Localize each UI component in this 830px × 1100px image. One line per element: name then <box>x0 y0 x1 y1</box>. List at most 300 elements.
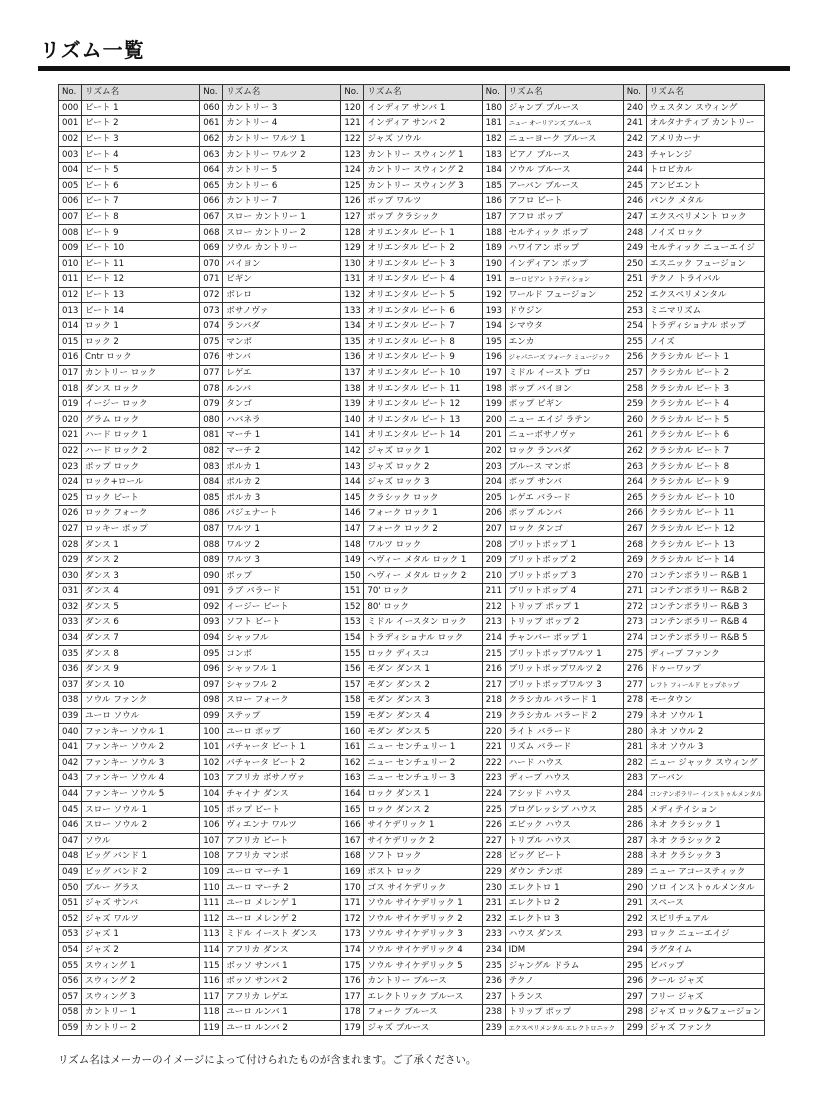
rhythm-number: 128 <box>341 225 364 241</box>
rhythm-name: ロッキー ポップ <box>82 521 200 537</box>
rhythm-number: 044 <box>59 786 82 802</box>
rhythm-number: 098 <box>200 693 223 709</box>
rhythm-name: ジャズ ロック 3 <box>364 474 482 490</box>
rhythm-name: ビート 10 <box>82 240 200 256</box>
rhythm-number: 063 <box>200 147 223 163</box>
rhythm-name: スロー ソウル 2 <box>82 817 200 833</box>
table-row <box>59 365 765 381</box>
rhythm-number: 055 <box>59 958 82 974</box>
rhythm-number: 188 <box>482 225 505 241</box>
rhythm-name: ロック ディスコ <box>364 646 482 662</box>
rhythm-name: ビート 4 <box>82 147 200 163</box>
rhythm-number: 052 <box>59 911 82 927</box>
rhythm-number: 092 <box>200 599 223 615</box>
rhythm-name: サイケデリック 1 <box>364 817 482 833</box>
rhythm-number: 226 <box>482 817 505 833</box>
rhythm-name: エスニック フュージョン <box>646 256 764 272</box>
rhythm-name: ニュー エイジ ラテン <box>505 412 623 428</box>
rhythm-name: アンビエント <box>646 178 764 194</box>
rhythm-number: 157 <box>341 677 364 693</box>
rhythm-name: ハード ロック 1 <box>82 428 200 444</box>
rhythm-name: ユーロ メレンゲ 1 <box>223 895 341 911</box>
rhythm-number: 050 <box>59 880 82 896</box>
rhythm-number: 268 <box>623 537 646 553</box>
rhythm-name: エレクトロ 1 <box>505 880 623 896</box>
rhythm-name: オリエンタル ビート 6 <box>364 303 482 319</box>
rhythm-name: ソウル カントリー <box>223 240 341 256</box>
rhythm-number: 101 <box>200 739 223 755</box>
table-row <box>59 100 765 116</box>
rhythm-name: ポスト ロック <box>364 864 482 880</box>
rhythm-number: 141 <box>341 428 364 444</box>
table-row <box>59 849 765 865</box>
rhythm-name: ブリットポップワルツ 3 <box>505 677 623 693</box>
rhythm-name: コンテンポラリー R&B 2 <box>646 584 764 600</box>
rhythm-number: 139 <box>341 396 364 412</box>
rhythm-number: 062 <box>200 131 223 147</box>
rhythm-number: 284 <box>623 786 646 802</box>
rhythm-name: ブリットポップ 3 <box>505 568 623 584</box>
rhythm-number: 265 <box>623 490 646 506</box>
rhythm-number: 002 <box>59 131 82 147</box>
table-row <box>59 240 765 256</box>
rhythm-name: インディア サンバ 2 <box>364 116 482 132</box>
rhythm-number: 178 <box>341 1005 364 1021</box>
rhythm-name: ポップ ビギン <box>505 396 623 412</box>
rhythm-name: ユーロ マーチ 1 <box>223 864 341 880</box>
rhythm-number: 065 <box>200 178 223 194</box>
rhythm-number: 222 <box>482 755 505 771</box>
rhythm-name: カントリー ワルツ 2 <box>223 147 341 163</box>
rhythm-name: タンゴ <box>223 396 341 412</box>
rhythm-name: スウィング 2 <box>82 973 200 989</box>
rhythm-name: ソウル サイケデリック 1 <box>364 895 482 911</box>
rhythm-number: 076 <box>200 350 223 366</box>
rhythm-number: 247 <box>623 209 646 225</box>
rhythm-name: ハード ハウス <box>505 755 623 771</box>
rhythm-name: オリエンタル ビート 11 <box>364 381 482 397</box>
rhythm-name: ファンキー ソウル 2 <box>82 739 200 755</box>
rhythm-name: イージー ビート <box>223 599 341 615</box>
rhythm-name: ブリットポップワルツ 2 <box>505 661 623 677</box>
rhythm-number: 144 <box>341 474 364 490</box>
rhythm-name: ノイズ ロック <box>646 225 764 241</box>
rhythm-number: 049 <box>59 864 82 880</box>
rhythm-number: 171 <box>341 895 364 911</box>
rhythm-number: 291 <box>623 895 646 911</box>
rhythm-number: 172 <box>341 911 364 927</box>
rhythm-number: 154 <box>341 630 364 646</box>
rhythm-number: 166 <box>341 817 364 833</box>
rhythm-number: 018 <box>59 381 82 397</box>
table-row <box>59 396 765 412</box>
rhythm-name: エクスペリメンタル <box>646 287 764 303</box>
rhythm-number: 117 <box>200 989 223 1005</box>
rhythm-number: 285 <box>623 802 646 818</box>
rhythm-number: 131 <box>341 272 364 288</box>
rhythm-name: カントリー スウィング 1 <box>364 147 482 163</box>
rhythm-number: 087 <box>200 521 223 537</box>
rhythm-number: 074 <box>200 318 223 334</box>
rhythm-name: カントリー 3 <box>223 100 341 116</box>
rhythm-number: 029 <box>59 552 82 568</box>
rhythm-number: 106 <box>200 817 223 833</box>
rhythm-name: モダン ダンス 4 <box>364 708 482 724</box>
rhythm-name: ラグタイム <box>646 942 764 958</box>
rhythm-number: 233 <box>482 927 505 943</box>
rhythm-number: 051 <box>59 895 82 911</box>
rhythm-number: 005 <box>59 178 82 194</box>
rhythm-name: ビート 6 <box>82 178 200 194</box>
rhythm-number: 257 <box>623 365 646 381</box>
rhythm-number: 084 <box>200 474 223 490</box>
rhythm-name: スロー ソウル 1 <box>82 802 200 818</box>
rhythm-name: トリップ ポップ 2 <box>505 615 623 631</box>
rhythm-name: ポップ サンバ <box>505 474 623 490</box>
rhythm-name: ソウル サイケデリック 3 <box>364 927 482 943</box>
rhythm-number: 057 <box>59 989 82 1005</box>
rhythm-name: クール ジャズ <box>646 973 764 989</box>
rhythm-number: 297 <box>623 989 646 1005</box>
rhythm-name: コンテンポラリー R&B 3 <box>646 599 764 615</box>
rhythm-name: ミドル イースト プロ <box>505 365 623 381</box>
rhythm-number: 248 <box>623 225 646 241</box>
rhythm-name: カントリー 2 <box>82 1020 200 1036</box>
rhythm-number: 080 <box>200 412 223 428</box>
rhythm-name: チャイナ ダンス <box>223 786 341 802</box>
rhythm-name: フリー ジャズ <box>646 989 764 1005</box>
rhythm-name: ロック ダンス 2 <box>364 802 482 818</box>
rhythm-name: フォーク ロック 2 <box>364 521 482 537</box>
rhythm-number: 133 <box>341 303 364 319</box>
rhythm-name: ミドル イースト ダンス <box>223 927 341 943</box>
rhythm-name: オリエンタル ビート 2 <box>364 240 482 256</box>
rhythm-number: 094 <box>200 630 223 646</box>
rhythm-number: 027 <box>59 521 82 537</box>
table-row <box>59 350 765 366</box>
rhythm-number: 286 <box>623 817 646 833</box>
rhythm-number: 109 <box>200 864 223 880</box>
rhythm-number: 184 <box>482 162 505 178</box>
table-row <box>59 116 765 132</box>
rhythm-name: ニューヨーク ブルース <box>505 131 623 147</box>
rhythm-name: コンテンポラリー R&B 1 <box>646 568 764 584</box>
header-rhythm-name: リズム名 <box>646 85 764 101</box>
table-row <box>59 599 765 615</box>
rhythm-number: 040 <box>59 724 82 740</box>
rhythm-number: 110 <box>200 880 223 896</box>
header-no: No. <box>341 85 364 101</box>
rhythm-name: コンテンポラリー インストゥルメンタル <box>646 786 764 802</box>
rhythm-name: バチャータ ビート 1 <box>223 739 341 755</box>
rhythm-name: ロック 2 <box>82 334 200 350</box>
rhythm-name: ネオ クラシック 2 <box>646 833 764 849</box>
rhythm-number: 064 <box>200 162 223 178</box>
rhythm-number: 043 <box>59 771 82 787</box>
rhythm-number: 105 <box>200 802 223 818</box>
rhythm-number: 143 <box>341 459 364 475</box>
rhythm-name: ビート 8 <box>82 209 200 225</box>
rhythm-name: 70' ロック <box>364 584 482 600</box>
rhythm-name: ニューボサノヴァ <box>505 428 623 444</box>
rhythm-name: イージー ロック <box>82 396 200 412</box>
rhythm-name: カントリー 7 <box>223 194 341 210</box>
rhythm-name: ニュー センチュリー 3 <box>364 771 482 787</box>
table-row <box>59 802 765 818</box>
rhythm-name: トリプル ハウス <box>505 833 623 849</box>
rhythm-number: 201 <box>482 428 505 444</box>
rhythm-number: 264 <box>623 474 646 490</box>
rhythm-name: ダンス 6 <box>82 615 200 631</box>
rhythm-name: ソウル ブルース <box>505 162 623 178</box>
rhythm-name: クラシカル ビート 10 <box>646 490 764 506</box>
rhythm-name: アフリカ レゲエ <box>223 989 341 1005</box>
table-row <box>59 895 765 911</box>
table-row <box>59 615 765 631</box>
rhythm-name: アーバン <box>646 771 764 787</box>
rhythm-name: アフリカ ダンス <box>223 942 341 958</box>
rhythm-number: 294 <box>623 942 646 958</box>
rhythm-number: 267 <box>623 521 646 537</box>
rhythm-number: 278 <box>623 693 646 709</box>
rhythm-number: 132 <box>341 287 364 303</box>
rhythm-name: スロー カントリー 1 <box>223 209 341 225</box>
rhythm-number: 149 <box>341 552 364 568</box>
rhythm-number: 202 <box>482 443 505 459</box>
rhythm-name: ダンス 3 <box>82 568 200 584</box>
rhythm-number: 135 <box>341 334 364 350</box>
rhythm-number: 203 <box>482 459 505 475</box>
rhythm-number: 207 <box>482 521 505 537</box>
rhythm-name: スピリチュアル <box>646 911 764 927</box>
table-row <box>59 412 765 428</box>
rhythm-name: ニュー センチュリー 2 <box>364 755 482 771</box>
rhythm-number: 123 <box>341 147 364 163</box>
table-row <box>59 474 765 490</box>
rhythm-name: ユーロ ルンバ 2 <box>223 1020 341 1036</box>
rhythm-number: 048 <box>59 849 82 865</box>
rhythm-number: 259 <box>623 396 646 412</box>
rhythm-number: 020 <box>59 412 82 428</box>
rhythm-number: 138 <box>341 381 364 397</box>
rhythm-number: 220 <box>482 724 505 740</box>
rhythm-name: ロック 1 <box>82 318 200 334</box>
rhythm-number: 279 <box>623 708 646 724</box>
rhythm-number: 232 <box>482 911 505 927</box>
rhythm-name: ポルカ 1 <box>223 459 341 475</box>
rhythm-number: 159 <box>341 708 364 724</box>
rhythm-name: クラシカル ビート 4 <box>646 396 764 412</box>
rhythm-number: 271 <box>623 584 646 600</box>
rhythm-number: 191 <box>482 272 505 288</box>
rhythm-number: 218 <box>482 693 505 709</box>
rhythm-name: ブリットポップ 2 <box>505 552 623 568</box>
rhythm-number: 114 <box>200 942 223 958</box>
rhythm-name: コンボ <box>223 646 341 662</box>
table-row <box>59 272 765 288</box>
rhythm-number: 021 <box>59 428 82 444</box>
rhythm-name: カントリー 4 <box>223 116 341 132</box>
rhythm-name: ゴス サイケデリック <box>364 880 482 896</box>
rhythm-number: 165 <box>341 802 364 818</box>
rhythm-number: 023 <box>59 459 82 475</box>
rhythm-number: 067 <box>200 209 223 225</box>
rhythm-number: 025 <box>59 490 82 506</box>
table-row <box>59 661 765 677</box>
rhythm-number: 073 <box>200 303 223 319</box>
rhythm-name: ドゥーワップ <box>646 661 764 677</box>
rhythm-number: 026 <box>59 506 82 522</box>
rhythm-number: 042 <box>59 755 82 771</box>
rhythm-name: セルティック ニューエイジ <box>646 240 764 256</box>
rhythm-number: 244 <box>623 162 646 178</box>
rhythm-number: 000 <box>59 100 82 116</box>
rhythm-name: マーチ 2 <box>223 443 341 459</box>
rhythm-name: カントリー 6 <box>223 178 341 194</box>
rhythm-number: 147 <box>341 521 364 537</box>
rhythm-name: ワルツ 3 <box>223 552 341 568</box>
rhythm-number: 219 <box>482 708 505 724</box>
rhythm-number: 058 <box>59 1005 82 1021</box>
table-row <box>59 334 765 350</box>
rhythm-number: 006 <box>59 194 82 210</box>
rhythm-number: 209 <box>482 552 505 568</box>
header-no: No. <box>623 85 646 101</box>
rhythm-number: 253 <box>623 303 646 319</box>
rhythm-name: リズム バラード <box>505 739 623 755</box>
rhythm-number: 237 <box>482 989 505 1005</box>
rhythm-name: クラシカル ビート 11 <box>646 506 764 522</box>
rhythm-name: クラシカル ビート 7 <box>646 443 764 459</box>
rhythm-name: ポップ ルンバ <box>505 506 623 522</box>
rhythm-name: ファンキー ソウル 1 <box>82 724 200 740</box>
rhythm-number: 142 <box>341 443 364 459</box>
rhythm-name: 80' ロック <box>364 599 482 615</box>
table-row <box>59 521 765 537</box>
rhythm-number: 183 <box>482 147 505 163</box>
rhythm-name: クラシカル ビート 9 <box>646 474 764 490</box>
rhythm-number: 272 <box>623 599 646 615</box>
rhythm-name: ソロ インストゥルメンタル <box>646 880 764 896</box>
rhythm-number: 262 <box>623 443 646 459</box>
rhythm-number: 083 <box>200 459 223 475</box>
rhythm-number: 228 <box>482 849 505 865</box>
rhythm-name: アシッド ハウス <box>505 786 623 802</box>
rhythm-name: ボッソ サンバ 1 <box>223 958 341 974</box>
rhythm-number: 033 <box>59 615 82 631</box>
rhythm-name: レゲエ バラード <box>505 490 623 506</box>
rhythm-number: 231 <box>482 895 505 911</box>
rhythm-name: ワルツ ロック <box>364 537 482 553</box>
rhythm-name: モダン ダンス 1 <box>364 661 482 677</box>
rhythm-name: バイヨン <box>223 256 341 272</box>
rhythm-number: 150 <box>341 568 364 584</box>
rhythm-number: 256 <box>623 350 646 366</box>
rhythm-number: 022 <box>59 443 82 459</box>
rhythm-name: ネオ クラシック 3 <box>646 849 764 865</box>
rhythm-number: 252 <box>623 287 646 303</box>
rhythm-name: レフト フィールド ヒップホップ <box>646 677 764 693</box>
rhythm-number: 230 <box>482 880 505 896</box>
rhythm-name: アフリカ マンボ <box>223 849 341 865</box>
rhythm-name: コンテンポラリー R&B 4 <box>646 615 764 631</box>
rhythm-name: カントリー ブルース <box>364 973 482 989</box>
rhythm-number: 014 <box>59 318 82 334</box>
rhythm-number: 163 <box>341 771 364 787</box>
rhythm-name: セルティック ポップ <box>505 225 623 241</box>
table-row <box>59 833 765 849</box>
rhythm-name: ダンス 4 <box>82 584 200 600</box>
rhythm-name: ビート 14 <box>82 303 200 319</box>
rhythm-name: ポップ バイヨン <box>505 381 623 397</box>
rhythm-name: モダン ダンス 3 <box>364 693 482 709</box>
rhythm-number: 208 <box>482 537 505 553</box>
rhythm-number: 008 <box>59 225 82 241</box>
rhythm-number: 250 <box>623 256 646 272</box>
rhythm-number: 164 <box>341 786 364 802</box>
rhythm-number: 168 <box>341 849 364 865</box>
rhythm-name: ボッソ サンバ 2 <box>223 973 341 989</box>
rhythm-number: 180 <box>482 100 505 116</box>
rhythm-number: 036 <box>59 661 82 677</box>
rhythm-name: ジャンプ ブルース <box>505 100 623 116</box>
rhythm-number: 236 <box>482 973 505 989</box>
rhythm-name: トラディショナル ポップ <box>646 318 764 334</box>
rhythm-name: ビート 1 <box>82 100 200 116</box>
rhythm-name: パンク メタル <box>646 194 764 210</box>
rhythm-number: 129 <box>341 240 364 256</box>
rhythm-name: グラム ロック <box>82 412 200 428</box>
rhythm-number: 122 <box>341 131 364 147</box>
rhythm-name: ハウス ダンス <box>505 927 623 943</box>
rhythm-number: 034 <box>59 630 82 646</box>
rhythm-name: ワルツ 2 <box>223 537 341 553</box>
rhythm-name: トリップ ポップ <box>505 1005 623 1021</box>
rhythm-name: ダウン テンポ <box>505 864 623 880</box>
table-row <box>59 989 765 1005</box>
rhythm-number: 282 <box>623 755 646 771</box>
rhythm-name: ソフト ロック <box>364 849 482 865</box>
table-row <box>59 677 765 693</box>
rhythm-number: 089 <box>200 552 223 568</box>
table-row <box>59 911 765 927</box>
table-row <box>59 927 765 943</box>
rhythm-name: チャンバー ポップ 1 <box>505 630 623 646</box>
table-row <box>59 973 765 989</box>
rhythm-number: 204 <box>482 474 505 490</box>
rhythm-name: ディープ ファンク <box>646 646 764 662</box>
rhythm-name: オリエンタル ビート 4 <box>364 272 482 288</box>
rhythm-name: ネオ ソウル 1 <box>646 708 764 724</box>
rhythm-number: 038 <box>59 693 82 709</box>
rhythm-number: 160 <box>341 724 364 740</box>
rhythm-name: ビート 9 <box>82 225 200 241</box>
rhythm-number: 031 <box>59 584 82 600</box>
rhythm-number: 211 <box>482 584 505 600</box>
rhythm-number: 107 <box>200 833 223 849</box>
table-row <box>59 490 765 506</box>
rhythm-name: エピック ハウス <box>505 817 623 833</box>
rhythm-name: クラシカル ビート 12 <box>646 521 764 537</box>
rhythm-name: ボサノヴァ <box>223 303 341 319</box>
rhythm-number: 090 <box>200 568 223 584</box>
rhythm-number: 148 <box>341 537 364 553</box>
rhythm-name: アメリカーナ <box>646 131 764 147</box>
rhythm-name: サンバ <box>223 350 341 366</box>
rhythm-name: ビッグ ビート <box>505 849 623 865</box>
table-header <box>59 85 765 101</box>
header-rhythm-name: リズム名 <box>505 85 623 101</box>
